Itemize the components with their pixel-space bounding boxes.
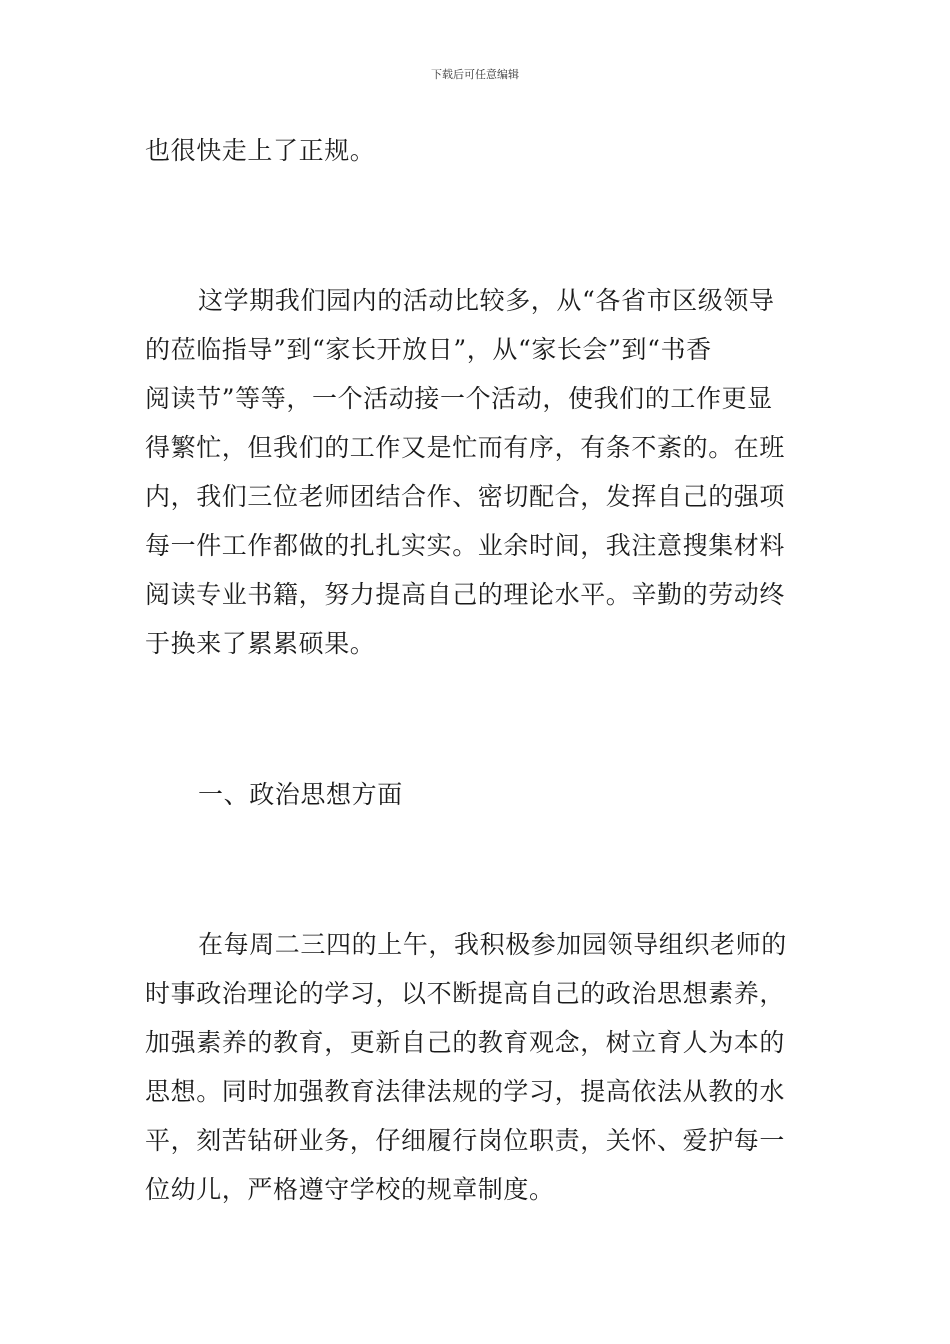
text-line: 阅读节”等等，一个活动接一个活动，使我们的工作更显 [145,384,773,413]
text-line: 时事政治理论的学习，以不断提高自己的政治思想素养， [145,979,786,1008]
text-line: 思想。同时加强教育法律法规的学习，提高依法从教的水 [145,1077,786,1106]
text-line: 平，刻苦钻研业务，仔细履行岗位职责，关怀、爱护每一 [145,1126,786,1155]
paragraph-political-study [145,920,807,1214]
text-line: 的莅临指导”到“家长开放日”，从“家长会”到“书香 [145,335,712,364]
text-line: 也很快走上了正规。 [145,136,376,165]
text-line: 阅读专业书籍，努力提高自己的理论水平。辛勤的劳动终 [145,580,786,609]
text-line: 位幼儿，严格遵守学校的规章制度。 [145,1175,555,1204]
heading-text: 一、政治思想方面 [198,780,403,809]
text-line: 在每周二三四的上午，我积极参加园领导组织老师的 [198,930,787,959]
download-editable-note: 下载后可任意编辑 [431,68,519,81]
text-line: 得繁忙，但我们的工作又是忙而有序，有条不紊的。在班 [145,433,786,462]
text-line: 这学期我们园内的活动比较多，从“各省市区级领导 [198,286,775,315]
text-line: 每一件工作都做的扎扎实实。业余时间，我注意搜集材料 [145,531,786,560]
text-line: 加强素养的教育，更新自己的教育观念，树立育人为本的 [145,1028,786,1057]
paragraph-continuation [145,126,807,175]
text-line: 内，我们三位老师团结合作、密切配合，发挥自己的强项 [145,482,786,511]
text-line: 于换来了累累硕果。 [145,629,376,658]
paragraph-activities [145,276,807,668]
section-heading-political-thought [145,770,807,819]
